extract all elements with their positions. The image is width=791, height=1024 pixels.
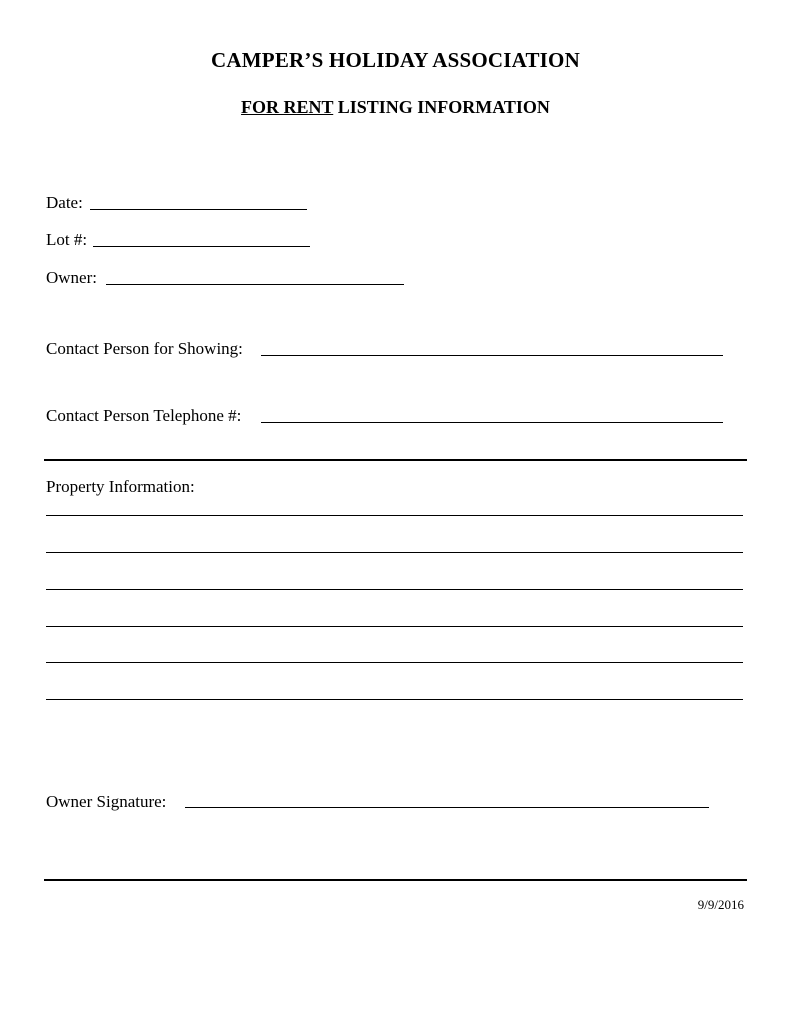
- date-label: Date:: [46, 193, 83, 212]
- property-info-line[interactable]: [46, 589, 743, 590]
- contact-showing-label: Contact Person for Showing:: [46, 339, 243, 358]
- contact-phone-field[interactable]: [261, 422, 723, 423]
- lot-field[interactable]: [93, 246, 310, 247]
- signature-label: Owner Signature:: [46, 792, 167, 811]
- footer-divider: [44, 879, 747, 881]
- revision-date: 9/9/2016: [697, 897, 744, 912]
- section-divider: [44, 459, 747, 461]
- property-info-line[interactable]: [46, 662, 743, 663]
- subtitle-listing-information: LISTING INFORMATION: [333, 97, 550, 117]
- property-info-line[interactable]: [46, 515, 743, 516]
- property-info-line[interactable]: [46, 552, 743, 553]
- property-info-line[interactable]: [46, 626, 743, 627]
- property-info-label: Property Information:: [46, 477, 195, 496]
- lot-label: Lot #:: [46, 230, 88, 249]
- contact-phone-label: Contact Person Telephone #:: [46, 406, 242, 425]
- signature-field[interactable]: [185, 807, 709, 808]
- contact-showing-field[interactable]: [261, 355, 723, 356]
- subtitle-for-rent: FOR RENT: [241, 97, 334, 117]
- form-subtitle: [0, 97, 791, 118]
- date-field[interactable]: [90, 209, 307, 210]
- owner-label: Owner:: [46, 268, 97, 287]
- property-info-line[interactable]: [46, 699, 743, 700]
- owner-field[interactable]: [106, 284, 404, 285]
- form-title: CAMPER’S HOLIDAY ASSOCIATION: [211, 48, 580, 72]
